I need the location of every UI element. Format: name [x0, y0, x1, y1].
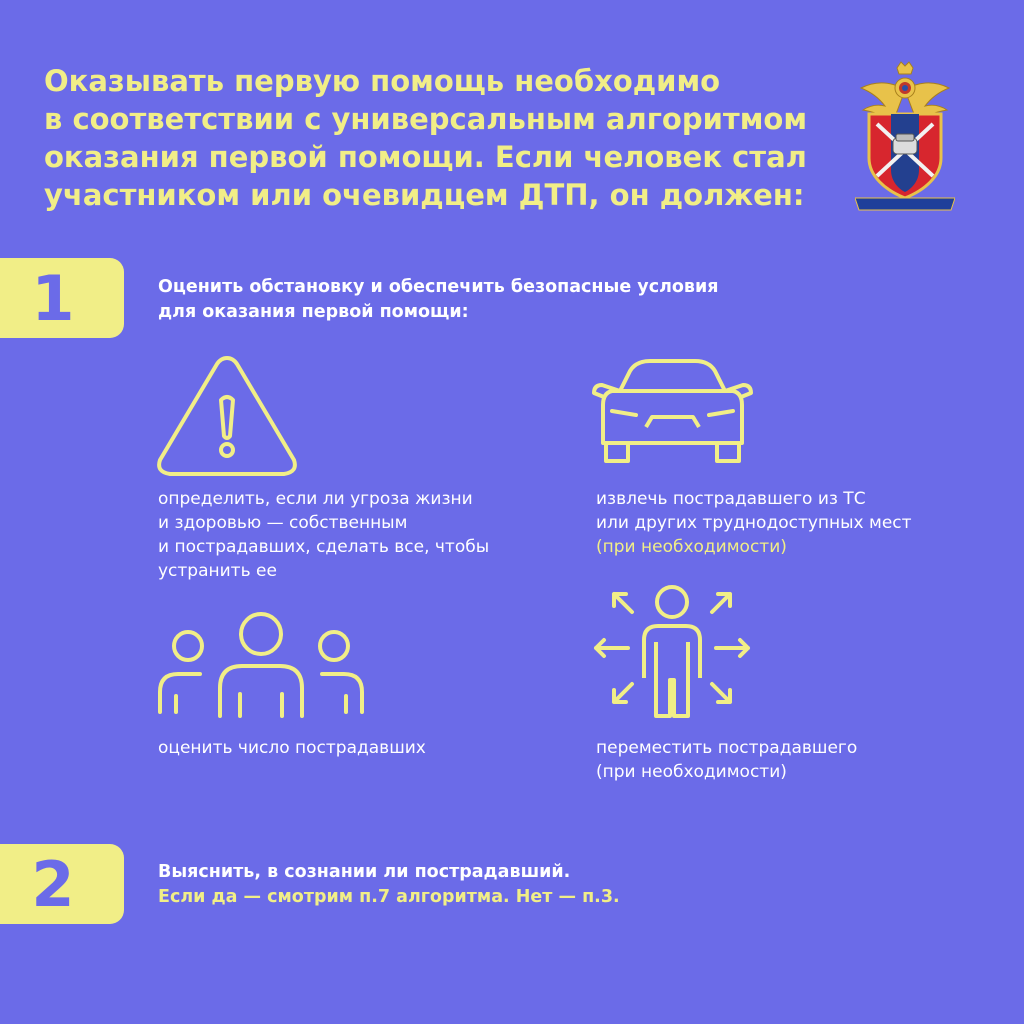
item-extract-description — [596, 487, 912, 559]
desc-line: определить, если ли угроза жизни — [158, 489, 473, 509]
warning-triangle-icon — [152, 350, 302, 480]
desc-line: и здоровью — собственным — [158, 513, 408, 533]
desc-note: (при необходимости) — [596, 537, 787, 557]
desc-line: (при необходимости) — [596, 762, 787, 782]
title-line: в соответствии с универсальным алгоритмом — [44, 102, 808, 136]
desc-line: и пострадавших, сделать все, чтобы — [158, 537, 490, 557]
step-2-heading — [158, 860, 620, 910]
heading-line: Оценить обстановку и обеспечить безопасные условия — [158, 277, 719, 297]
police-emblem-icon — [855, 58, 955, 218]
heading-line: Выяснить, в сознании ли пострадавший. — [158, 862, 571, 882]
desc-line: оценить число пострадавших — [158, 738, 426, 758]
title-line: Оказывать первую помощь необходимо — [44, 64, 721, 98]
heading-line: для оказания первой помощи: — [158, 302, 469, 322]
step-1-badge — [0, 258, 124, 338]
car-icon — [590, 355, 755, 470]
page-title — [44, 62, 844, 214]
person-move-icon — [592, 582, 752, 720]
item-threat-description — [158, 487, 489, 583]
title-line: оказания первой помощи. Если человек стал — [44, 140, 807, 174]
heading-subline: Если да — смотрим п.7 алгоритма. Нет — п.3. — [158, 887, 620, 907]
step-1-heading — [158, 275, 719, 325]
desc-line: переместить пострадавшего — [596, 738, 858, 758]
step-number: 2 — [31, 847, 75, 921]
people-group-icon — [156, 608, 366, 720]
item-move-description — [596, 736, 857, 784]
item-count-description — [158, 736, 426, 760]
desc-line: устранить ее — [158, 561, 277, 581]
step-2-badge — [0, 844, 124, 924]
desc-line: или других труднодоступных мест — [596, 513, 912, 533]
desc-line: извлечь пострадавшего из ТС — [596, 489, 866, 509]
step-number: 1 — [31, 261, 75, 335]
title-line: участником или очевидцем ДТП, он должен: — [44, 178, 805, 212]
